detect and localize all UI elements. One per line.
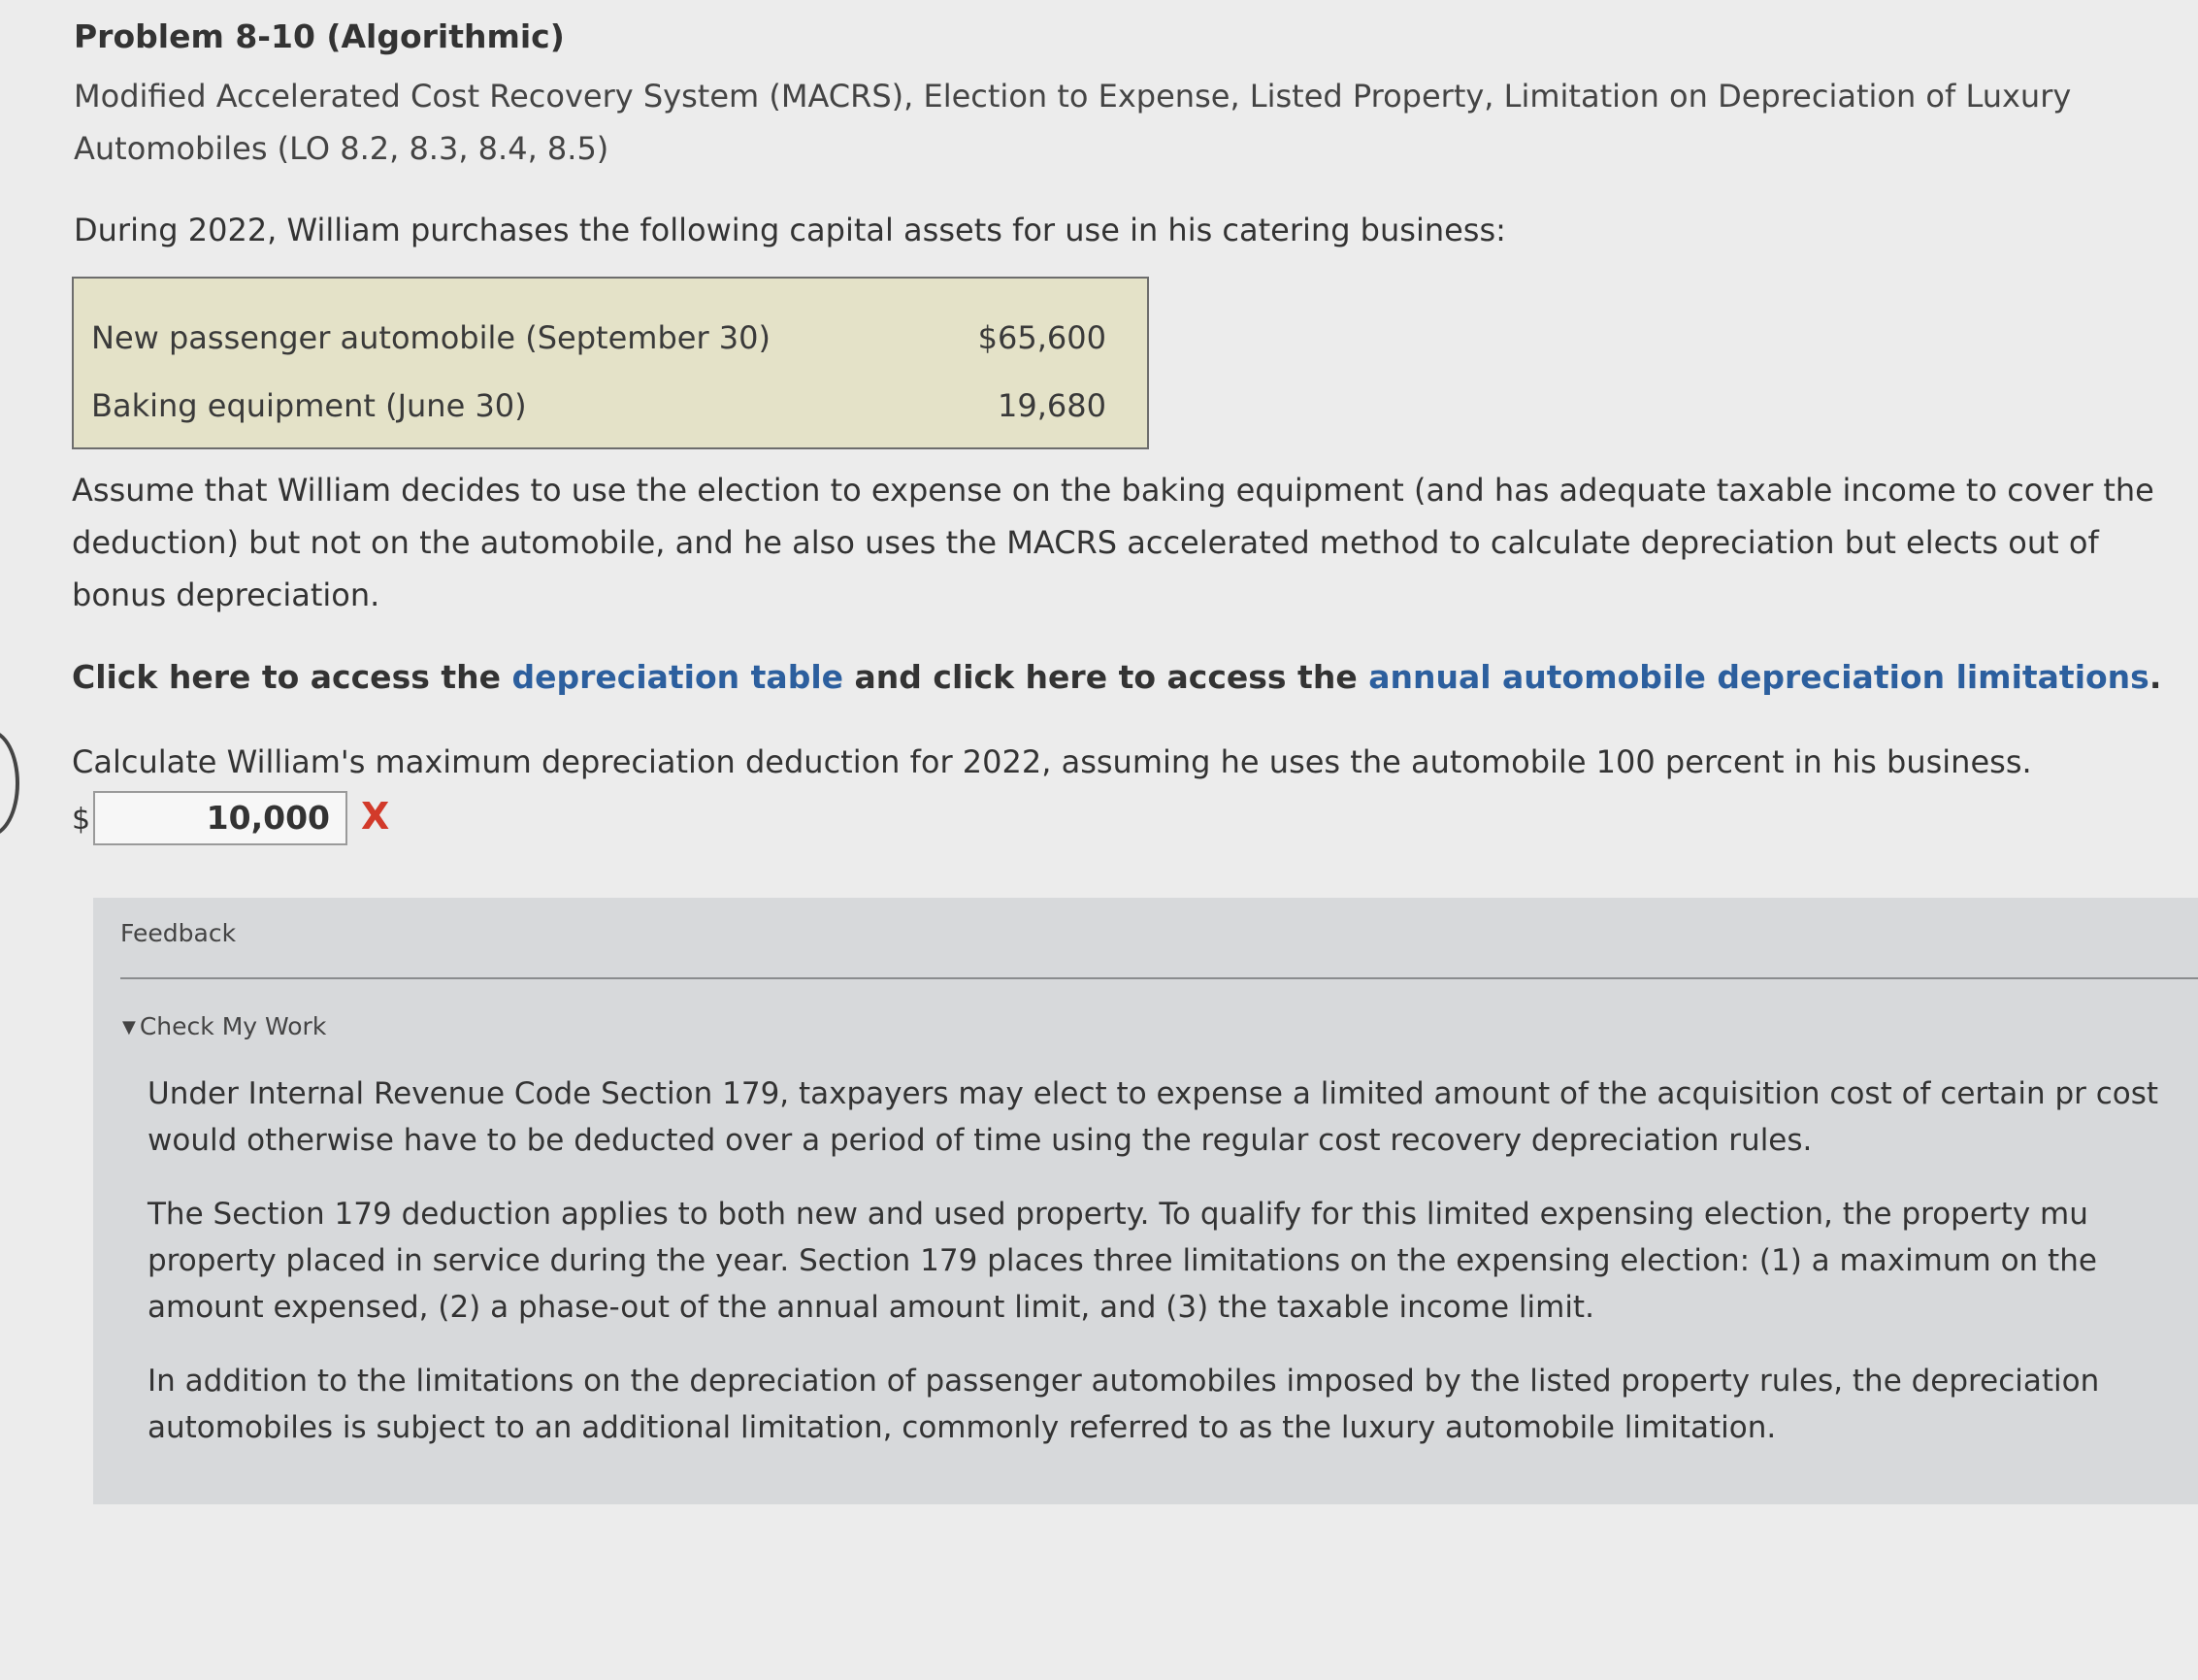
answer-input[interactable]: 10,000 (93, 791, 347, 845)
check-my-work-toggle[interactable] (122, 1012, 326, 1040)
question-text: Calculate William's maximum depreciation deduction for 2022, assuming he uses the automobile 100 percent in his business. (72, 743, 2032, 780)
asset-row (91, 387, 1130, 436)
problem-title: Problem 8-10 (Algorithmic) (74, 17, 565, 55)
incorrect-icon: X (361, 795, 390, 838)
intro-text: During 2022, William purchases the following capital assets for use in his catering business: (74, 212, 1506, 248)
feedback-panel (93, 898, 2198, 1504)
asset-table (72, 277, 1149, 449)
asset-amount: 19,680 (998, 387, 1106, 424)
assumption-text: Assume that William decides to use the election to expense on the baking equipment (and has adequate taxable income to cover the deduction) but not on the automobile, and he also uses the MACRS accelerated method to calculate depreciation but elects out of bonus depreciation. (72, 472, 2154, 613)
left-edge-bracket (0, 730, 19, 837)
check-my-work-label: Check My Work (139, 1012, 327, 1040)
asset-amount: $65,600 (977, 319, 1106, 356)
links-prefix: Click here to access the (72, 658, 512, 696)
asset-description: New passenger automobile (September 30) (91, 319, 771, 356)
feedback-divider (120, 977, 2198, 979)
feedback-paragraph: In addition to the limitations on the depreciation of passenger automobiles imposed by the listed property rules, the depreciation automobiles is subject to an additional limitation, commonly referred to as the luxury automobile limitation. (148, 1364, 2100, 1445)
depreciation-table-link[interactable]: depreciation table (511, 658, 844, 696)
links-suffix: . (2149, 658, 2162, 696)
currency-symbol: $ (72, 803, 91, 837)
asset-description: Baking equipment (June 30) (91, 387, 527, 424)
asset-row (91, 319, 1130, 368)
triangle-down-icon: ▼ (122, 1017, 136, 1038)
automobile-limitations-link[interactable]: annual automobile depreciation limitations (1368, 658, 2149, 696)
feedback-paragraph: The Section 179 deduction applies to both new and used property. To qualify for this limited expensing election, the property mu property placed in service during the year. Section 179 places three limitations on the expensing election: (1) a maximum on the amount expensed, (2) a phase-out of the annual amount limit, and (3) the taxable income limit. (148, 1197, 2097, 1325)
problem-subtitle: Modified Accelerated Cost Recovery System (MACRS), Election to Expense, Listed Property, Limitation on Depreciation of Luxury Automobiles (LO 8.2, 8.3, 8.4, 8.5) (74, 78, 2072, 167)
feedback-paragraph: Under Internal Revenue Code Section 179, taxpayers may elect to expense a limited amount of the acquisition cost of certain pr cost would otherwise have to be deducted over a period of time using the regular cost recovery depreciation rules. (148, 1076, 2159, 1158)
feedback-heading: Feedback (120, 919, 237, 947)
resource-links-line (72, 658, 2161, 696)
links-middle: and click here to access the (843, 658, 1369, 696)
